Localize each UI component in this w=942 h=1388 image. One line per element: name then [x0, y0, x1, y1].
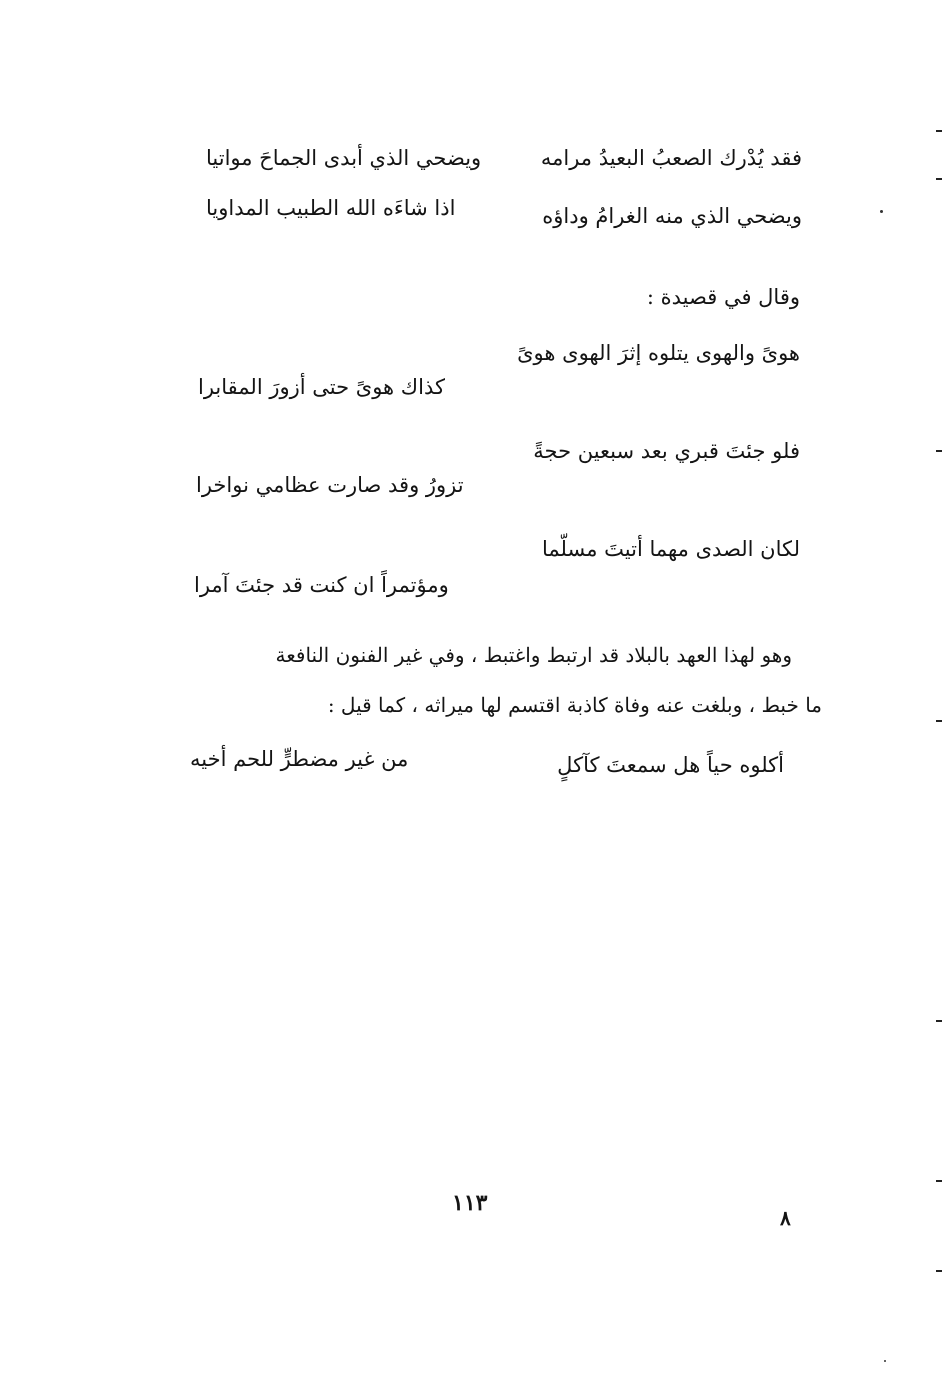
poem-2-line-3-left: ومؤتمراً ان كنت قد جئتَ آمرا [194, 573, 449, 597]
scan-mark [936, 720, 942, 722]
scan-dot [880, 210, 883, 213]
poem-2-line-3-right: لكان الصدى مهما أتيتَ مسلّما [542, 537, 800, 561]
scan-mark [936, 178, 942, 180]
poem-2-line-2-left: تزورُ وقد صارت عظامي نواخرا [196, 473, 464, 497]
poem-3-left: من غير مضطرٍّ للحم أخيه [190, 747, 409, 771]
poem-1-line-1-right: فقد يُدْرك الصعبُ البعيدُ مرامه [540, 146, 802, 170]
scan-mark [936, 1180, 942, 1182]
poem-1-line-1-left: ويضحي الذي أبدى الجماحَ مواتيا [206, 146, 482, 170]
poem-2-line-1-right: هوىً والهوى يتلوه إثرَ الهوى هوىً [517, 341, 800, 365]
page-number: ١١٣ [452, 1190, 488, 1216]
prose-line-1: وهو لهذا العهد بالبلاد قد ارتبط واغتبط ، وفي غير الفنون النافعة [275, 643, 792, 667]
poem-3-right: أكلوه حياً هل سمعتَ كآكلٍ [557, 753, 784, 777]
poem-1-line-2-right: ويضحي الذي منه الغرامُ وداؤه [542, 204, 802, 228]
poem-2-line-1-left: كذاك هوىً حتى أزورَ المقابرا [198, 375, 445, 399]
scan-mark [936, 1020, 942, 1022]
scan-mark [936, 450, 942, 452]
signature-mark: ٨ [780, 1206, 791, 1230]
poem-2-line-2-right: فلو جئتَ قبري بعد سبعين حجةً [533, 439, 800, 463]
poem-2-intro: وقال في قصيدة : [646, 285, 800, 309]
scan-mark [936, 1270, 942, 1272]
scan-mark [936, 130, 942, 132]
scan-dot [884, 1360, 886, 1362]
prose-line-2: ما خبط ، وبلغت عنه وفاة كاذبة اقتسم لها ميراثه ، كما قيل : [327, 693, 822, 717]
poem-1-line-2-left: اذا شاءَه الله الطبيب المداويا [206, 196, 456, 220]
